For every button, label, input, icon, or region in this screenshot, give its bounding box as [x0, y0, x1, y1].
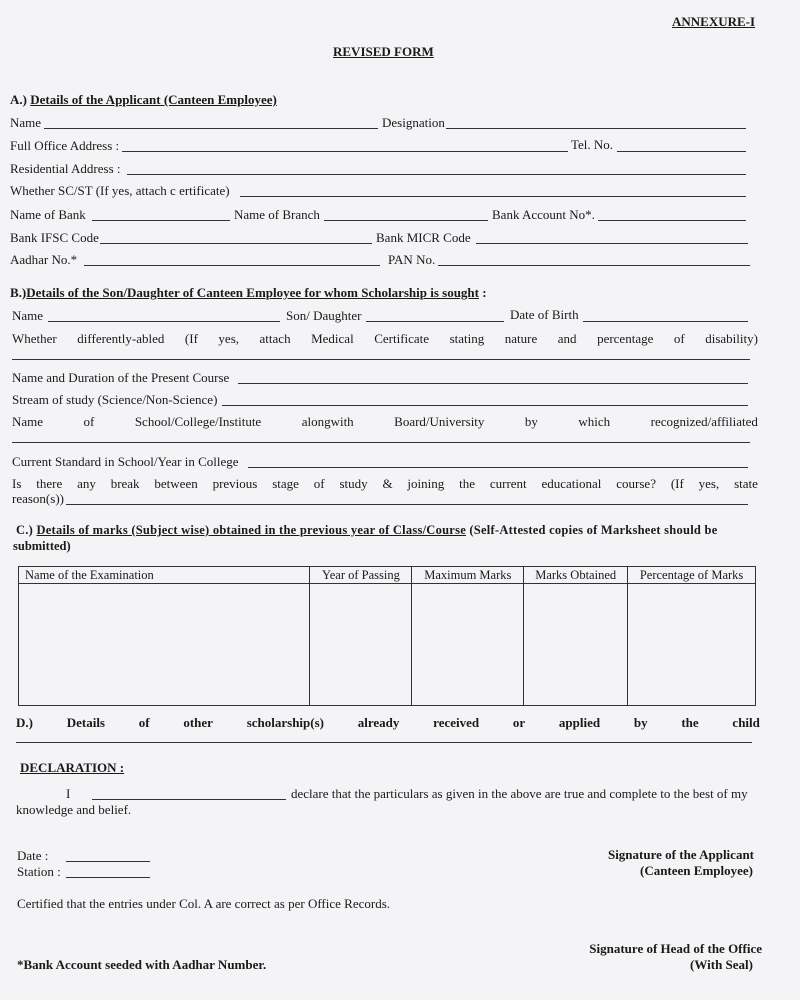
field-standard[interactable]: [248, 467, 748, 468]
section-a-prefix: A.): [10, 92, 27, 107]
word: course?: [616, 476, 656, 491]
label-branch-name: Name of Branch: [234, 207, 320, 222]
word: Is: [12, 476, 22, 491]
applicant-signature-sub: (Canteen Employee): [639, 863, 753, 878]
field-sc-st[interactable]: [240, 196, 746, 197]
word: recognized/affiliated: [650, 414, 758, 429]
col-year-of-passing: Year of Passing: [310, 567, 412, 584]
field-course[interactable]: [238, 383, 748, 384]
section-b-prefix: B.): [10, 285, 27, 300]
field-tel[interactable]: [617, 151, 746, 152]
declaration-line2: knowledge and belief.: [16, 802, 132, 817]
field-designation[interactable]: [446, 128, 746, 129]
label-ifsc: Bank IFSC Code: [10, 230, 99, 245]
section-b-title: Details of the Son/Daughter of Canteen Employee for whom Scholarship is sought: [26, 285, 479, 300]
word: any: [77, 476, 96, 491]
field-ifsc[interactable]: [100, 243, 372, 244]
label-child-name: Name: [12, 308, 44, 323]
word: Name: [12, 414, 44, 429]
section-b-colon: :: [482, 285, 487, 300]
label-bank-name: Name of Bank: [10, 207, 86, 222]
word: of: [673, 331, 685, 346]
field-date[interactable]: [66, 861, 150, 862]
footnote: *Bank Account seeded with Aadhar Number.: [17, 957, 267, 972]
word: or: [512, 715, 526, 730]
word: stating: [449, 331, 485, 346]
field-break-reason[interactable]: [66, 504, 748, 505]
word: already: [357, 715, 400, 730]
word: the: [459, 476, 475, 491]
label-date: Date :: [17, 848, 49, 863]
word: the: [681, 715, 699, 730]
declaration-heading: DECLARATION :: [20, 760, 125, 775]
break-row: [12, 476, 758, 492]
col-percentage: Percentage of Marks: [628, 567, 756, 584]
label-break-reason: reason(s)): [12, 491, 64, 506]
label-aadhar: Aadhar No.*: [10, 252, 78, 267]
applicant-signature-label: Signature of the Applicant: [607, 847, 754, 862]
word: School/College/Institute: [134, 414, 262, 429]
word: differently-abled: [77, 331, 165, 346]
field-declarant-name[interactable]: [92, 799, 286, 800]
cell-year-of-passing[interactable]: [310, 584, 412, 706]
label-son-daughter: Son/ Daughter: [286, 308, 362, 323]
word: current: [489, 476, 527, 491]
word: previous: [212, 476, 258, 491]
label-standard: Current Standard in School/Year in College: [12, 454, 239, 469]
word: Medical: [311, 331, 354, 346]
label-dob: Date of Birth: [510, 307, 579, 322]
declaration-text: declare that the particulars as given in the above are true and complete to the best of my: [291, 786, 748, 801]
word: of: [83, 414, 95, 429]
label-pan: PAN No.: [388, 252, 436, 267]
field-pan[interactable]: [438, 265, 750, 266]
word: study: [339, 476, 368, 491]
declaration-i: I: [66, 786, 71, 801]
section-c-heading: [16, 523, 718, 538]
section-a-heading: [10, 92, 277, 108]
cell-exam-name[interactable]: [19, 584, 310, 706]
section-c-prefix: C.): [16, 523, 34, 537]
word: by: [633, 715, 648, 730]
col-exam-name: Name of the Examination: [19, 567, 310, 584]
word: Certificate: [374, 331, 430, 346]
field-dob[interactable]: [583, 321, 748, 322]
label-station: Station :: [17, 864, 61, 879]
word: child: [732, 715, 760, 730]
word: disability): [705, 331, 758, 346]
field-other-scholarships[interactable]: [16, 742, 752, 743]
form-title: REVISED FORM: [333, 44, 434, 59]
word: stage: [272, 476, 299, 491]
col-maximum-marks: Maximum Marks: [412, 567, 524, 584]
differently-abled-row: [12, 331, 758, 347]
section-a-title: Details of the Applicant (Canteen Employee): [30, 92, 277, 107]
label-sc-st: Whether SC/ST (If yes, attach c ertificate): [10, 183, 230, 198]
word: of: [138, 715, 150, 730]
field-name[interactable]: [44, 128, 378, 129]
cell-maximum-marks[interactable]: [412, 584, 524, 706]
label-designation: Designation: [382, 115, 445, 130]
word: break: [110, 476, 140, 491]
word: between: [154, 476, 198, 491]
annexure-label: ANNEXURE-I: [672, 14, 756, 29]
field-child-name[interactable]: [48, 321, 280, 322]
field-micr[interactable]: [476, 243, 748, 244]
field-son-daughter[interactable]: [366, 321, 504, 322]
label-name: Name: [10, 115, 42, 130]
section-c-tail: (Self-Attested copies of Marksheet should be: [466, 523, 718, 537]
word: there: [36, 476, 63, 491]
word: which: [578, 414, 611, 429]
field-stream[interactable]: [222, 405, 748, 406]
field-station[interactable]: [66, 877, 150, 878]
word: state: [734, 476, 758, 491]
word: received: [433, 715, 480, 730]
marks-header-row: [19, 567, 756, 584]
field-bank-account[interactable]: [598, 220, 746, 221]
word: of: [313, 476, 325, 491]
school-row: [12, 414, 758, 430]
word: and: [557, 331, 577, 346]
word: (If: [184, 331, 198, 346]
word: attach: [259, 331, 291, 346]
word: D.): [16, 715, 33, 730]
certified-text: Certified that the entries under Col. A are correct as per Office Records.: [17, 896, 391, 911]
section-c-title: Details of marks (Subject wise) obtained in the previous year of Class/Course: [36, 523, 466, 537]
word: Details: [66, 715, 105, 730]
word: alongwith: [301, 414, 354, 429]
word: yes,: [218, 331, 240, 346]
word: yes,: [698, 476, 720, 491]
section-b-heading: [10, 285, 487, 301]
field-differently-abled[interactable]: [12, 359, 750, 360]
label-office-address: Full Office Address :: [10, 138, 120, 153]
col-marks-obtained: Marks Obtained: [524, 567, 628, 584]
field-aadhar[interactable]: [84, 265, 380, 266]
field-residential-address[interactable]: [127, 174, 746, 175]
section-c-heading-line2: submitted): [13, 539, 71, 553]
marks-table: [18, 566, 756, 706]
word: other: [183, 715, 213, 730]
field-branch-name[interactable]: [324, 220, 488, 221]
label-micr: Bank MICR Code: [376, 230, 471, 245]
cell-percentage[interactable]: [628, 584, 756, 706]
word: by: [524, 414, 538, 429]
word: (If: [670, 476, 684, 491]
section-d-row: [16, 715, 760, 731]
label-tel: Tel. No.: [571, 137, 614, 152]
field-bank-name[interactable]: [92, 220, 230, 221]
word: Board/University: [394, 414, 485, 429]
word: scholarship(s): [246, 715, 324, 730]
label-residential-address: Residential Address :: [10, 161, 121, 176]
head-signature-sub: (With Seal): [690, 957, 753, 972]
word: Whether: [12, 331, 57, 346]
cell-marks-obtained[interactable]: [524, 584, 628, 706]
label-bank-account: Bank Account No*.: [492, 207, 595, 222]
field-school[interactable]: [12, 442, 750, 443]
word: percentage: [597, 331, 654, 346]
head-signature-label: Signature of Head of the Office: [589, 941, 762, 956]
label-stream: Stream of study (Science/Non-Science): [12, 392, 218, 407]
field-office-address[interactable]: [122, 151, 568, 152]
word: &: [382, 476, 393, 491]
word: educational: [541, 476, 602, 491]
word: nature: [504, 331, 538, 346]
table-row: [19, 584, 756, 706]
label-course: Name and Duration of the Present Course: [12, 370, 230, 385]
word: applied: [558, 715, 601, 730]
word: joining: [407, 476, 445, 491]
